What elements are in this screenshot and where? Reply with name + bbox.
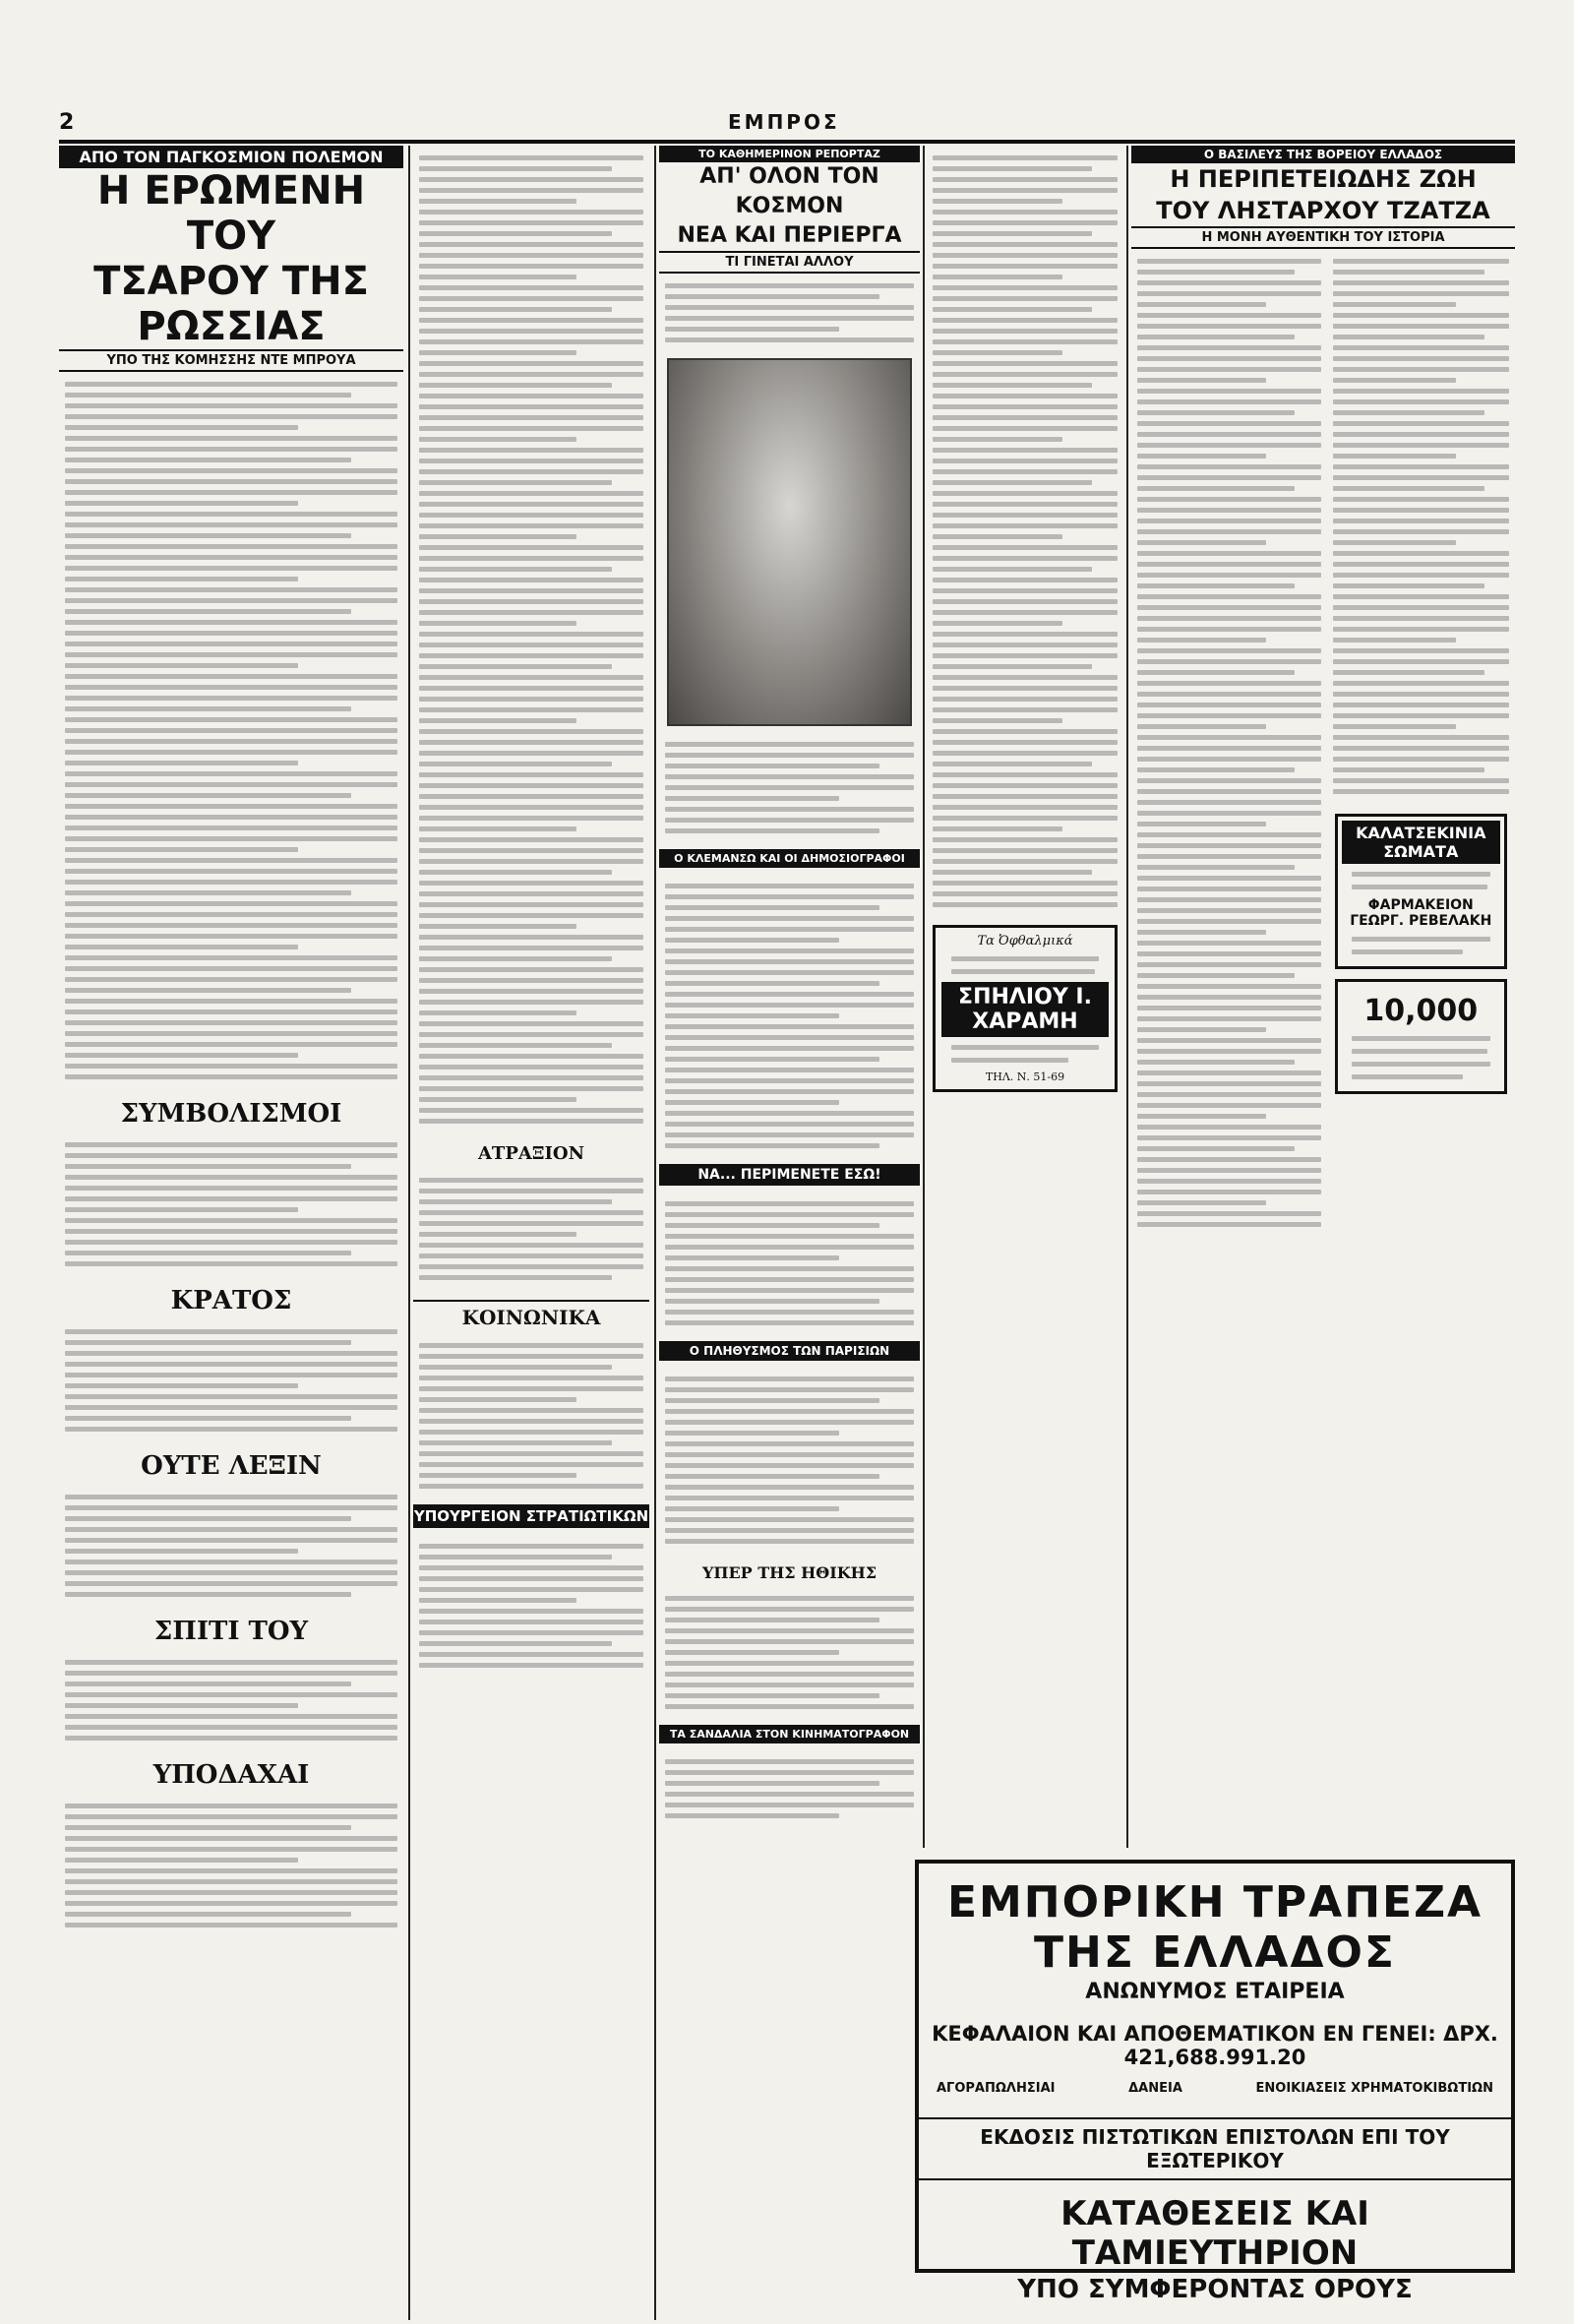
bank-deposits: ΚΑΤΑΘΕΣΕΙΣ ΚΑΙ ΤΑΜΙΕΥΤΗΡΙΟΝ <box>1060 2194 1369 2273</box>
pharmacy-box-title: ΚΑΛΑΤΣΕΚΙΝΙΑ ΣΩΜΑΤΑ <box>1342 821 1500 864</box>
bank-title: ΕΜΠΟΡΙΚΗ ΤΡΑΠΕΖΑ ΤΗΣ ΕΛΛΑΔΟΣ <box>946 1877 1483 1978</box>
col2-section-2: ΚΟΙΝΩΝΙΚΑ <box>413 1300 649 1329</box>
ad-name: ΣΠΗΛΙΟΥ Ι. ΧΑΡΑΜΗ <box>941 982 1109 1037</box>
col1-section-2-body <box>59 1319 403 1441</box>
col3-title-line2: ΝΕΑ ΚΑΙ ΠΕΡΙΕΡΓΑ <box>677 223 902 248</box>
column-divider <box>654 146 656 2320</box>
page-number: 2 <box>59 110 75 135</box>
bank-terms: ΥΠΟ ΣΥΜΦΕΡΟΝΤΑΣ ΟΡΟΥΣ <box>1017 2275 1413 2304</box>
col1-banner: ΑΠΟ ΤΟΝ ΠΑΓΚΟΣΜΙΟΝ ΠΟΛΕΜΟΝ <box>59 146 403 168</box>
col1-section-5-body <box>59 1794 403 1937</box>
column-divider <box>923 146 925 1848</box>
col5-right-body <box>1327 249 1515 804</box>
number-ad-value: 10,000 <box>1363 994 1479 1028</box>
bank-services-row <box>919 2081 1511 2096</box>
col2-section-3-body <box>413 1534 649 1678</box>
bank-service-mid: ΔΑΝΕΙΑ <box>1128 2081 1182 2096</box>
col1-section-3: ΟΥΤΕ ΛΕΞΙΝ <box>141 1451 322 1481</box>
col2-article-body <box>413 146 649 1133</box>
col1-article-body <box>59 372 403 1089</box>
col3-section-1: Ο ΚΛΕΜΑΝΣΩ ΚΑΙ ΟΙ ΔΗΜΟΣΙΟΓΡΑΦΟΙ <box>659 849 920 868</box>
col3-subtitle: ΤΙ ΓΙΝΕΤΑΙ ΑΛΛΟΥ <box>659 251 920 274</box>
col3-section-1-body <box>659 874 920 1158</box>
col3-section-5-body <box>659 1749 920 1828</box>
col1-section-3-body <box>59 1485 403 1607</box>
col3-section-3: Ο ΠΛΗΘΥΣΜΟΣ ΤΩΝ ΠΑΡΙΣΙΩΝ <box>659 1341 920 1361</box>
column-4 <box>927 146 1123 1853</box>
col1-section-1-body <box>59 1132 403 1276</box>
column-3 <box>659 146 920 2310</box>
col1-section-1: ΣΥΜΒΟΛΙΣΜΟΙ <box>120 1099 342 1129</box>
ad-small-text: Τα Ὀφθαλμικά <box>977 934 1073 948</box>
col2-section-1-body <box>413 1168 649 1290</box>
pharmacy-ad <box>1335 814 1507 969</box>
column-5 <box>1131 146 1515 1853</box>
bank-capital: ΚΕΦΑΛΑΙΟΝ ΚΑΙ ΑΠΟΘΕΜΑΤΙΚΟΝ ΕΝ ΓΕΝΕΙ: ΔΡΧ. 421,688.991.20 <box>932 2022 1498 2069</box>
bank-service-left: ΑΓΟΡΑΠΩΛΗΣΙΑΙ <box>937 2081 1056 2096</box>
column-1 <box>59 146 403 2310</box>
pharmacy-name: ΦΑΡΜΑΚΕΙΟΝ ΓΕΩΡΓ. ΡΕΒΕΛΑΚΗ <box>1350 897 1492 929</box>
bank-service-right: ΕΝΟΙΚΙΑΣΕΙΣ ΧΡΗΜΑΤΟΚΙΒΩΤΙΩΝ <box>1255 2081 1493 2096</box>
col1-section-5: ΥΠΟΔΑΧΑΙ <box>152 1760 310 1790</box>
column-2 <box>413 146 649 2310</box>
col5-title-line1: Η ΠΕΡΙΠΕΤΕΙΩΔΗΣ ΖΩΗ <box>1170 165 1477 193</box>
col5-right-stack <box>1327 249 1515 1237</box>
col3-title-line1: ΑΠ' ΟΛΟΝ ΤΟΝ ΚΟΣΜΟΝ <box>699 164 879 218</box>
col3-intro-body <box>659 274 920 352</box>
col3-photo-caption <box>659 732 920 843</box>
bank-subtitle: ΑΝΩΝΥΜΟΣ ΕΤΑΙΡΕΙΑ <box>1085 1980 1345 2004</box>
bank-letters-of-credit: ΕΚΔΟΣΙΣ ΠΙΣΤΩΤΙΚΩΝ ΕΠΙΣΤΟΛΩΝ ΕΠΙ ΤΟΥ ΕΞΩΤΕΡΙΚΟΥ <box>919 2117 1511 2180</box>
col5-body-split <box>1131 249 1515 1237</box>
col5-title-line2: ΤΟΥ ΛΗΣΤΑΡΧΟΥ ΤΖΑΤΖΑ <box>1156 197 1490 224</box>
col2-section-3: ΥΠΟΥΡΓΕΙΟΝ ΣΤΡΑΤΙΩΤΙΚΩΝ <box>413 1504 649 1528</box>
col2-section-1: ΑΤΡΑΞΙΟΝ <box>477 1143 585 1164</box>
page-header <box>59 110 1515 144</box>
col3-section-4: ΥΠΕΡ ΤΗΣ ΗΘΙΚΗΣ <box>701 1563 878 1582</box>
col1-section-4-body <box>59 1650 403 1750</box>
ophthalmology-ad <box>933 925 1118 1092</box>
ad-phone: ΤΗΛ. Ν. 51-69 <box>985 1070 1065 1083</box>
col1-title-line2: ΤΣΑΡΟΥ ΤΗΣ ΡΩΣΣΙΑΣ <box>93 259 369 349</box>
col3-banner: ΤΟ ΚΑΘΗΜΕΡΙΝΟΝ ΡΕΠΟΡΤΑΖ <box>659 146 920 162</box>
col3-section-3-body <box>659 1367 920 1554</box>
col3-section-2-body <box>659 1192 920 1335</box>
col3-section-5: ΤΑ ΣΑΝΔΑΛΙΑ ΣΤΟΝ ΚΙΝΗΜΑΤΟΓΡΑΦΟΝ <box>659 1725 920 1743</box>
col4-top-body <box>927 146 1123 917</box>
portrait-photo <box>667 358 912 726</box>
col5-banner: Ο ΒΑΣΙΛΕΥΣ ΤΗΣ ΒΟΡΕΙΟΥ ΕΛΛΑΔΟΣ <box>1131 146 1515 163</box>
col5-left-body <box>1131 249 1327 1237</box>
col2-section-2-body <box>413 1333 649 1498</box>
number-ad <box>1335 979 1507 1094</box>
newspaper-title: ΕΜΠΡΟΣ <box>728 110 840 134</box>
bank-advertisement <box>915 1860 1515 2304</box>
column-divider <box>1126 146 1128 1848</box>
column-divider <box>408 146 410 2320</box>
col1-section-4: ΣΠΙΤΙ ΤΟΥ <box>153 1617 309 1646</box>
col5-subtitle: Η ΜΟΝΗ ΑΥΘΕΝΤΙΚΗ ΤΟΥ ΙΣΤΟΡΙΑ <box>1131 226 1515 249</box>
col3-section-2: ΝΑ... ΠΕΡΙΜΕΝΕΤΕ ΕΣΩ! <box>659 1164 920 1186</box>
col1-section-2: ΚΡΑΤΟΣ <box>170 1286 292 1315</box>
col1-title-line1: Η ΕΡΩΜΕΝΗ ΤΟΥ <box>96 168 366 259</box>
col1-subtitle: ΥΠΟ ΤΗΣ ΚΟΜΗΣΣΗΣ ΝΤΕ ΜΠΡΟΥΑ <box>59 349 403 372</box>
col3-section-4-body <box>659 1586 920 1719</box>
